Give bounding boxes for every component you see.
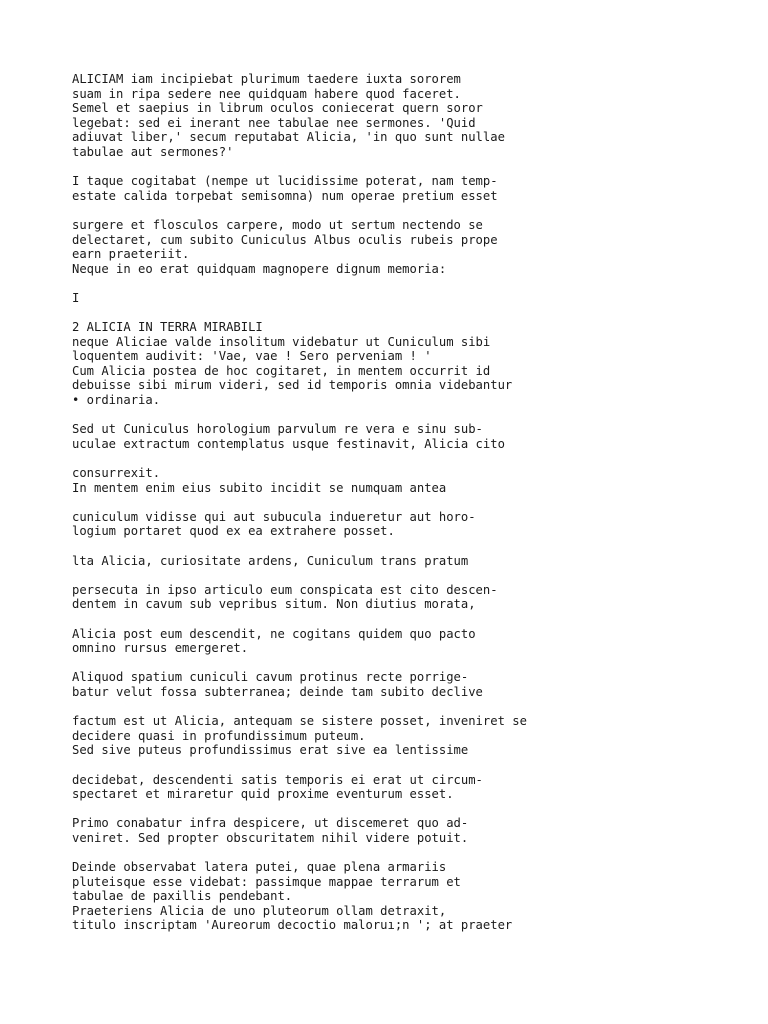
text-line: uculae extractum contemplatus usque festinavit, Alicia cito bbox=[72, 436, 505, 451]
paragraph bbox=[72, 466, 752, 495]
text-line: Semel et saepius in librum oculos coniecerat quern soror bbox=[72, 101, 483, 116]
text-line: suam in ripa sedere nee quidquam habere quod faceret. bbox=[72, 86, 461, 101]
text-line: tabulae de paxillis pendebant. bbox=[72, 889, 293, 904]
text-line: estate calida torpebat semisomna) num operae pretium esset bbox=[72, 188, 498, 203]
text-line: I bbox=[72, 290, 80, 305]
text-line: delectaret, cum subito Cuniculus Albus oculis rubeis prope bbox=[72, 232, 498, 247]
text-line: surgere et flosculos carpere, modo ut sertum nectendo se bbox=[72, 217, 483, 232]
text-line: pluteisque esse videbat: passimque mappae terrarum et bbox=[72, 874, 461, 889]
text-line: cuniculum vidisse qui aut subucula indueretur aut horo- bbox=[72, 509, 476, 524]
text-line: veniret. Sed propter obscuritatem nihil videre potuit. bbox=[72, 830, 469, 845]
text-line: Deinde observabat latera putei, quae plena armariis bbox=[72, 860, 447, 875]
document-page bbox=[72, 72, 752, 948]
paragraph bbox=[72, 554, 752, 569]
text-line: lta Alicia, curiositate ardens, Cuniculum trans pratum bbox=[72, 553, 469, 568]
paragraph bbox=[72, 714, 752, 758]
paragraph bbox=[72, 218, 752, 276]
paragraph bbox=[72, 72, 752, 160]
text-line: 2 ALICIA IN TERRA MIRABILI bbox=[72, 320, 263, 335]
text-line: legebat: sed ei inerant nee tabulae nee sermones. 'Quid bbox=[72, 115, 476, 130]
paragraph bbox=[72, 816, 752, 845]
text-line: titulo inscriptam 'Aureorum decoctio maloruı;n '; at praeter bbox=[72, 918, 513, 933]
paragraph bbox=[72, 422, 752, 451]
text-line: logium portaret quod ex ea extrahere posset. bbox=[72, 524, 395, 539]
paragraph bbox=[72, 320, 752, 408]
text-line: consurrexit. bbox=[72, 466, 161, 481]
paragraph bbox=[72, 583, 752, 612]
text-line: Cum Alicia postea de hoc cogitaret, in mentem occurrit id bbox=[72, 363, 491, 378]
text-line: persecuta in ipso articulo eum conspicata est cito descen- bbox=[72, 582, 498, 597]
text-line: neque Aliciae valde insolitum videbatur ut Cuniculum sibi bbox=[72, 334, 491, 349]
text-line: Sed ut Cuniculus horologium parvulum re vera e sinu sub- bbox=[72, 422, 483, 437]
paragraph bbox=[72, 174, 752, 203]
paragraph bbox=[72, 670, 752, 699]
text-line: tabulae aut sermones?' bbox=[72, 144, 234, 159]
text-line: Primo conabatur infra despicere, ut discemeret quo ad- bbox=[72, 816, 469, 831]
paragraph bbox=[72, 860, 752, 933]
paragraph bbox=[72, 510, 752, 539]
text-line: Sed sive puteus profundissimus erat sive ea lentissime bbox=[72, 743, 469, 758]
paragraph bbox=[72, 291, 752, 306]
text-line: factum est ut Alicia, antequam se sistere posset, inveniret se bbox=[72, 714, 527, 729]
text-line: dentem in cavum sub vepribus situm. Non diutius morata, bbox=[72, 597, 476, 612]
text-line: loquentem audivit: 'Vae, vae ! Sero perveniam ! ' bbox=[72, 349, 432, 364]
text-line: Praeteriens Alicia de uno pluteorum ollam detraxit, bbox=[72, 903, 447, 918]
text-line: Aliquod spatium cuniculi cavum protinus recte porrige- bbox=[72, 670, 469, 685]
text-line: adiuvat liber,' secum reputabat Alicia, 'in quo sunt nullae bbox=[72, 130, 505, 145]
text-line: • ordinaria. bbox=[72, 393, 161, 408]
paragraph bbox=[72, 627, 752, 656]
text-line: decidebat, descendenti satis temporis ei erat ut circum- bbox=[72, 772, 483, 787]
text-line: batur velut fossa subterranea; deinde tam subito declive bbox=[72, 684, 483, 699]
text-line: ALICIAM iam incipiebat plurimum taedere iuxta sororem bbox=[72, 72, 461, 86]
paragraph bbox=[72, 773, 752, 802]
text-line: debuisse sibi mirum videri, sed id temporis omnia videbantur bbox=[72, 378, 513, 393]
text-line: Alicia post eum descendit, ne cogitans quidem quo pacto bbox=[72, 626, 476, 641]
text-line: Neque in eo erat quidquam magnopere dignum memoria: bbox=[72, 261, 447, 276]
text-line: In mentem enim eius subito incidit se numquam antea bbox=[72, 480, 447, 495]
text-line: spectaret et miraretur quid proxime eventurum esset. bbox=[72, 787, 454, 802]
text-line: earn praeteriit. bbox=[72, 247, 190, 262]
text-line: I taque cogitabat (nempe ut lucidissime poterat, nam temp- bbox=[72, 174, 498, 189]
text-line: decidere quasi in profundissimum puteum. bbox=[72, 728, 366, 743]
text-line: omnino rursus emergeret. bbox=[72, 641, 249, 656]
